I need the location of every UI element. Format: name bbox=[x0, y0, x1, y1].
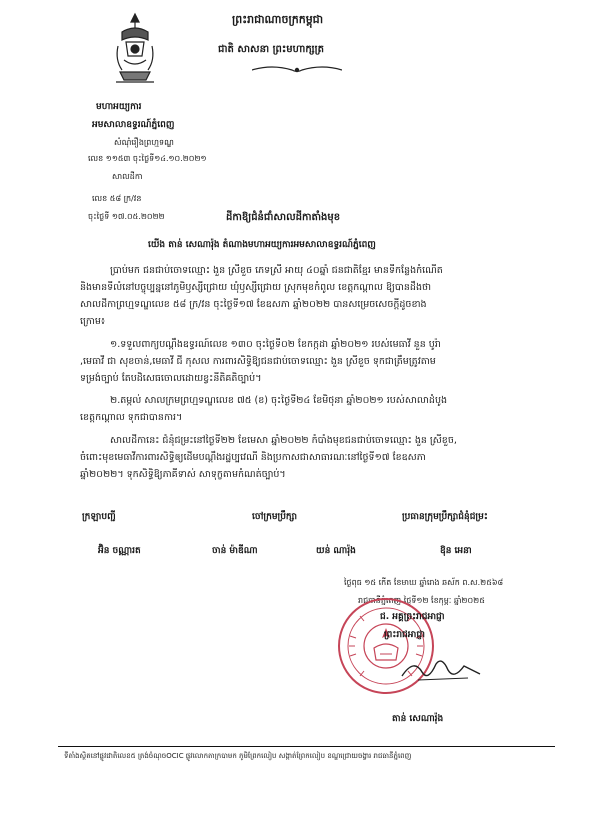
motto-heading: ជាតិ សាសនា ព្រះមហាក្សត្រ bbox=[218, 44, 324, 55]
institution-line-2: អមសាលាឧទ្ធរណ៍ភ្នំពេញ bbox=[92, 120, 175, 130]
handwritten-signature bbox=[398, 652, 486, 686]
file-number: លេខ ១១៥៣ ចុះថ្ងៃទី១៤.១០.២០២១ bbox=[88, 154, 207, 163]
on-behalf-label: ជ. អគ្គព្រះរាជអាជ្ញា bbox=[380, 612, 445, 622]
judgment-label: សាលដីកា bbox=[112, 172, 143, 181]
document-subtitle: យើង តាន់ សេណារ៉ុង តំណាងមហាអយ្យការអមសាលាឧទ្ធរណ៍ភ្នំពេញ bbox=[148, 240, 376, 250]
footer-address: ទីតាំងស្ថិតនៅផ្លូវជាតិលេខ៥ ត្រង់ចំណុចOCIC ផ្លូវលោកតាក្របាមក ភូមិព្រែកលៀប សង្កាត់ព្រែកលៀប ខណ្ឌជ្រោយចង្វារ រាជធានីភ្នំពេញ bbox=[64, 752, 412, 760]
ornament-divider-icon bbox=[252, 64, 342, 76]
document-title: ដីកាឱ្យជំនំជាំសាលដីកាតាំងមុខ bbox=[226, 212, 341, 223]
item-2-paragraph bbox=[80, 392, 535, 426]
item-1-line: ១.ទទួលពាក្យបណ្ដឹងឧទ្ធរណ៍លេខ ១៣០ ចុះថ្ងៃទី០២ ខែកក្កដា ឆ្នាំ២០២១ របស់មេធាវី នួន បូរ៉ា bbox=[110, 339, 441, 350]
president-label: ប្រធានក្រុមប្រឹក្សាជំនុំជម្រះ bbox=[402, 512, 488, 522]
signatory-name: តាន់ សេណារ៉ុង bbox=[392, 714, 444, 724]
closing-line: ឆ្នាំ២០២២។ ទុកសិទ្ធិឱ្យភាគីទាស់ សាទុក្ខតាមកំណត់ច្បាប់។ bbox=[80, 469, 286, 480]
file-label: សំណុំរឿងព្រហ្មទណ្ឌ bbox=[114, 138, 174, 147]
judgment-number: លេខ ៥៨ ក្រ/វន bbox=[92, 194, 142, 203]
footer-divider bbox=[58, 746, 555, 747]
intro-line: និងមានទីលំនៅបច្ចុប្បន្ននៅភូមិឫស្សីជ្រោយ ឃុំឫស្សីជ្រោយ ស្រុកមុខកំពូល ខេត្តកណ្ដាល ឱ្យបានដឹងថា bbox=[80, 282, 432, 293]
clerk-label: ក្រឡាបញ្ជី bbox=[82, 512, 116, 522]
item-2-line: ២.តម្កល់ សាលក្រមព្រហ្មទណ្ឌលេខ ៧៥ (ខ) ចុះថ្ងៃទី២៤ ខែមិថុនា ឆ្នាំ២០២១ របស់សាលាដំបូង bbox=[110, 395, 448, 406]
closing-line: សាលដីកានេះ ជំនុំជម្រះនៅថ្ងៃទី២២ ខែមេសា ឆ្នាំ២០២២ កំបាំងមុខជនជាប់ចោទឈ្មោះ ងួន ស្រីខួច, bbox=[110, 435, 457, 446]
item-1-line: ,មេធាវី ជា សុខចាន់,មេធាវី ជី កុសល ការពារសិទ្ធិឱ្យជនជាប់ចោទឈ្មោះ ងួន ស្រីខួច ទុកជាត្រឹមត្រូវតាម bbox=[80, 356, 436, 367]
judge-1-name: ចាន់ ម៉ាឌីណា bbox=[212, 546, 258, 556]
president-name: ឱុន អេនា bbox=[440, 546, 472, 556]
lunar-date: ថ្ងៃពុធ ១៥ កើត ខែមាឃ ឆ្នាំរោង ឆស័ក ព.ស.២៥៦៨ bbox=[344, 578, 504, 587]
item-2-line: ខេត្តកណ្ដាល ទុកជាបានការ។ bbox=[80, 412, 183, 423]
intro-line: ប្រាប់មក ជនជាប់ចោទឈ្មោះ ងួន ស្រីខួច ភេទស្រី អាយុ ៤០ឆ្នាំ ជនជាតិខ្មែរ មានទីកន្លែងកំណើត bbox=[110, 265, 443, 276]
item-1-line: ទម្រង់ច្បាប់ តែបដិសេធចោលដោយខ្វះនីតិគតិច្បាប់។ bbox=[80, 373, 262, 384]
intro-paragraph bbox=[80, 262, 535, 330]
intro-line: ក្រោម៖ bbox=[80, 316, 106, 327]
judge-2-name: យន់ ណារ៉ុង bbox=[316, 546, 356, 556]
kingdom-heading: ព្រះរាជាណាចក្រកម្ពុជា bbox=[232, 13, 324, 26]
intro-line: សាលដីកាព្រហ្មទណ្ឌលេខ ៥៨ ក្រ/វន ចុះថ្ងៃទី១៧ ខែឧសភា ឆ្នាំ២០២២ បានសម្រេចសេចក្ដីដូចខាង bbox=[80, 299, 427, 310]
closing-line: ចំពោះមុខមេធាវីការពារសិទ្ធិឲ្យដើមបណ្ដឹងរដ្ឋប្បវេណី និងប្រកាសជាសាធារណៈនៅថ្ងៃទី១៧ ខែឧសភា bbox=[80, 452, 426, 463]
item-1-paragraph bbox=[80, 336, 535, 387]
clerk-name: អ៊ិន ចណ្ណារត bbox=[98, 546, 141, 556]
judgment-date: ចុះថ្ងៃទី ១៧.០៥.២០២២ bbox=[88, 212, 165, 221]
kingdom-emblem-icon bbox=[112, 10, 158, 86]
closing-paragraph bbox=[80, 432, 535, 483]
judges-label: ចៅក្រមប្រឹក្សា bbox=[252, 512, 298, 522]
solar-date: រាជធានីភ្នំពេញ ថ្ងៃទី១២ ខែកុម្ភៈ ឆ្នាំ២០២៥ bbox=[358, 596, 485, 605]
signatory-role: ព្រះរាជអាជ្ញា bbox=[384, 630, 425, 640]
institution-line-1: មហាអយ្យការ bbox=[96, 102, 142, 112]
